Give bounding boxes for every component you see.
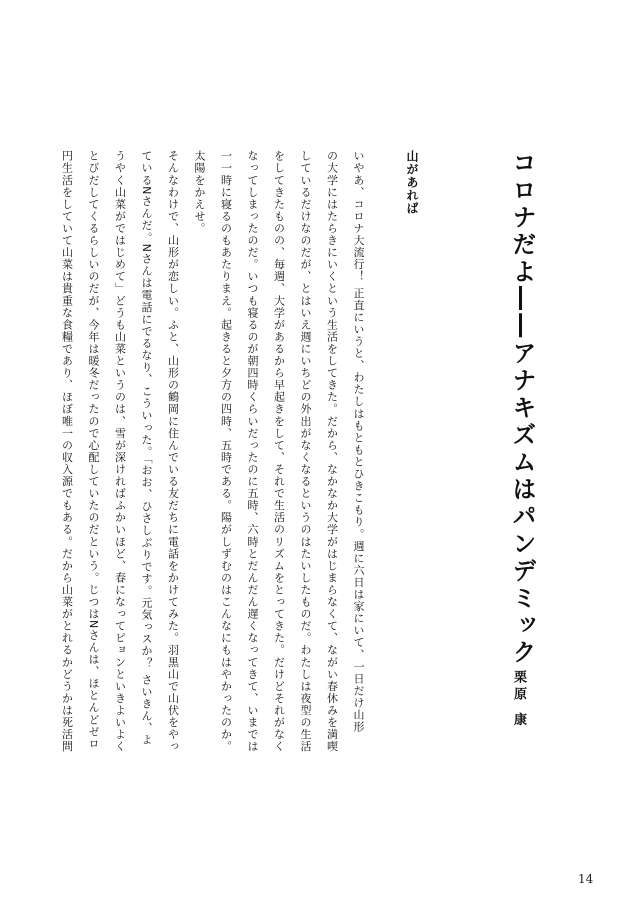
body-line: をしてきたものの、毎週、大学があるから早起きをして、それで生活のリズムをとってきた。だけどそれがなく — [272, 150, 286, 753]
page-number: 14 — [578, 872, 594, 886]
body-line: 太陽をかえせ。 — [193, 150, 206, 235]
section-heading: 山があれば — [405, 150, 419, 215]
body-line: の大学にはたらきにいくという生活をしてきた。だから、なかなか大学がはじまらなくて、ながい春休みを満喫 — [325, 150, 339, 753]
body-line: 一一時に寝るのもあたりまえ。起きると夕方の四時、五時である。陽がしずむのはこんなにもはやかったのか。 — [219, 150, 233, 753]
body-line: なってしまったのだ。いつも寝るのが朝四時くらいだったのに五時、六時とだんだん遅くなってきて、いまでは — [246, 150, 259, 753]
body-line: いやあ、コロナ大流行！ 正直にいうと、わたしはもともとひきこもり。週に六日は家にいて、一日だけ山形 — [352, 150, 365, 733]
body-line: うやく山菜がではじめて」どうも山菜というのは、雪が深ければふかいほど、春になってピョンといきよいよく — [113, 150, 127, 753]
author-name: 栗原 康 — [511, 670, 526, 730]
body-text — [53, 150, 371, 822]
body-line: そんなわけで、山形が恋しい。ふと、山形の鶴岡に住んでいる友だちに電話をかけてみた。羽黒山で山伏をやっ — [166, 150, 180, 753]
article-title: コロナだよ――アナキズムはパンデミック — [508, 150, 536, 667]
body-line: ているNさんだ。Nさんは電話にでるなり、こういった。「おお、ひさしぶりです。元気っスか？ さいきん、よ — [140, 150, 153, 747]
body-line: とびだしてくるらしいのだが、今年は暖冬だったので心配していたのだという。じつはNさんは、ほとんどゼロ — [87, 150, 100, 750]
body-line: しているだけなのだが、とはいえ週にいちどの外出がなくなるというのはたいしたものだ。わたしは夜型の生活 — [299, 150, 312, 753]
body-line: 円生活をしていて山菜は貴重な食糧であり、ほぼ唯一の収入源でもある。だから山菜がとれるかどうかは死活問 — [60, 150, 74, 753]
